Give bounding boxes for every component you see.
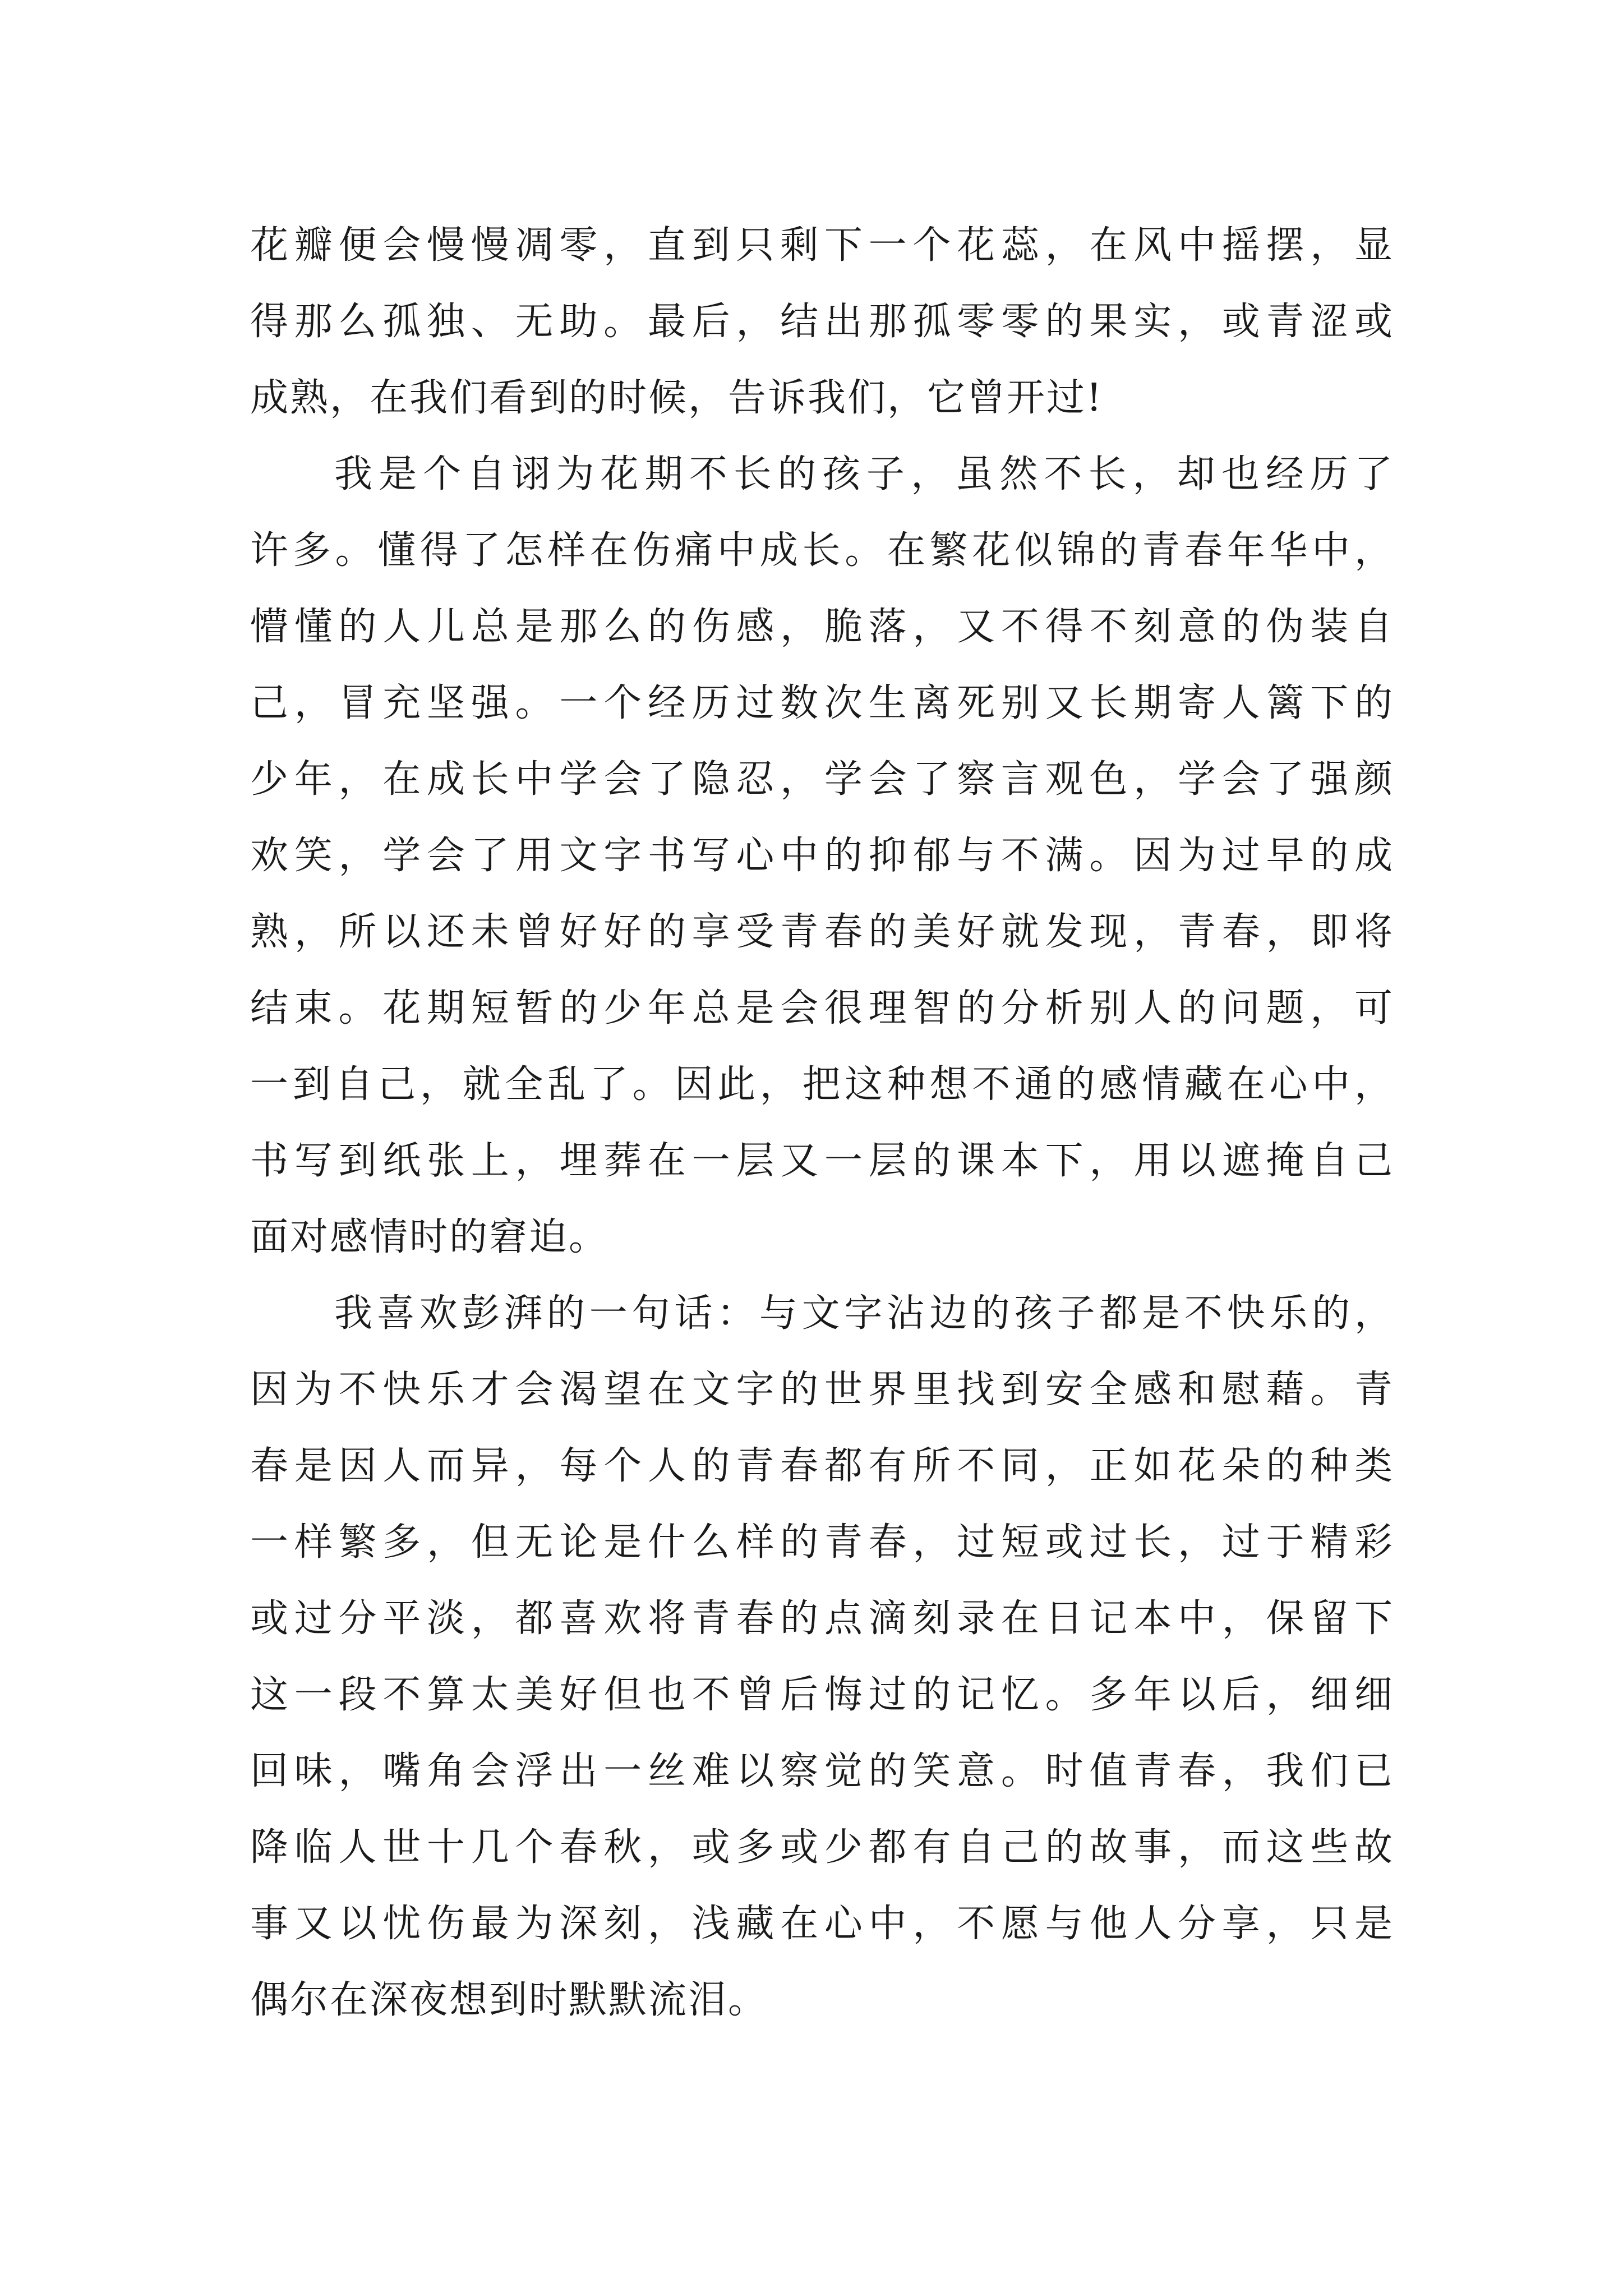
text-line: 回味，嘴角会浮出一丝难以察觉的笑意。时值青春，我们已 bbox=[250, 1749, 1394, 1793]
text-line: 结束。花期短暂的少年总是会很理智的分析别人的问题，可 bbox=[250, 986, 1394, 1030]
paragraph-1 bbox=[250, 208, 1394, 436]
text-line: 懵懂的人儿总是那么的伤感，脆落，又不得不刻意的伪装自 bbox=[250, 605, 1394, 649]
text-line: 这一段不算太美好但也不曾后悔过的记忆。多年以后，细细 bbox=[250, 1673, 1394, 1717]
text-line: 我是个自诩为花期不长的孩子，虽然不长，却也经历了 bbox=[334, 452, 1394, 496]
text-line: 己，冒充坚强。一个经历过数次生离死别又长期寄人篱下的 bbox=[250, 681, 1394, 725]
text-line: 熟，所以还未曾好好的享受青春的美好就发现，青春，即将 bbox=[250, 910, 1394, 954]
text-line: 一到自己，就全乱了。因此，把这种想不通的感情藏在心中， bbox=[250, 1062, 1394, 1107]
text-line: 书写到纸张上，埋葬在一层又一层的课本下，用以遮掩自己 bbox=[250, 1139, 1394, 1183]
text-line: 偶尔在深夜想到时默默流泪。 bbox=[250, 1978, 768, 2022]
paragraph-3 bbox=[250, 1276, 1394, 2039]
paragraph-2 bbox=[250, 436, 1394, 1276]
text-line: 欢笑，学会了用文字书写心中的抑郁与不满。因为过早的成 bbox=[250, 834, 1394, 878]
text-line: 降临人世十几个春秋，或多或少都有自己的故事，而这些故 bbox=[250, 1825, 1394, 1870]
text-line: 事又以忧伤最为深刻，浅藏在心中，不愿与他人分享，只是 bbox=[250, 1902, 1394, 1946]
text-line: 或过分平淡，都喜欢将青春的点滴刻录在日记本中，保留下 bbox=[250, 1596, 1394, 1641]
text-line: 得那么孤独、无助。最后，结出那孤零零的果实，或青涩或 bbox=[250, 300, 1394, 344]
text-line: 面对感情时的窘迫。 bbox=[250, 1215, 609, 1259]
text-line: 一样繁多，但无论是什么样的青春，过短或过长，过于精彩 bbox=[250, 1520, 1394, 1565]
body-text bbox=[250, 208, 1394, 2039]
text-line: 因为不快乐才会渴望在文字的世界里找到安全感和慰藉。青 bbox=[250, 1368, 1394, 1412]
text-line: 许多。懂得了怎样在伤痛中成长。在繁花似锦的青春年华中， bbox=[250, 528, 1394, 573]
text-line: 成熟，在我们看到的时候，告诉我们，它曾开过! bbox=[250, 376, 1104, 420]
text-line: 花瓣便会慢慢凋零，直到只剩下一个花蕊，在风中摇摆，显 bbox=[250, 223, 1394, 268]
text-line: 我喜欢彭湃的一句话：与文字沾边的孩子都是不快乐的， bbox=[334, 1291, 1394, 1336]
text-line: 少年，在成长中学会了隐忍，学会了察言观色，学会了强颜 bbox=[250, 757, 1394, 802]
text-line: 春是因人而异，每个人的青春都有所不同，正如花朵的种类 bbox=[250, 1444, 1394, 1488]
